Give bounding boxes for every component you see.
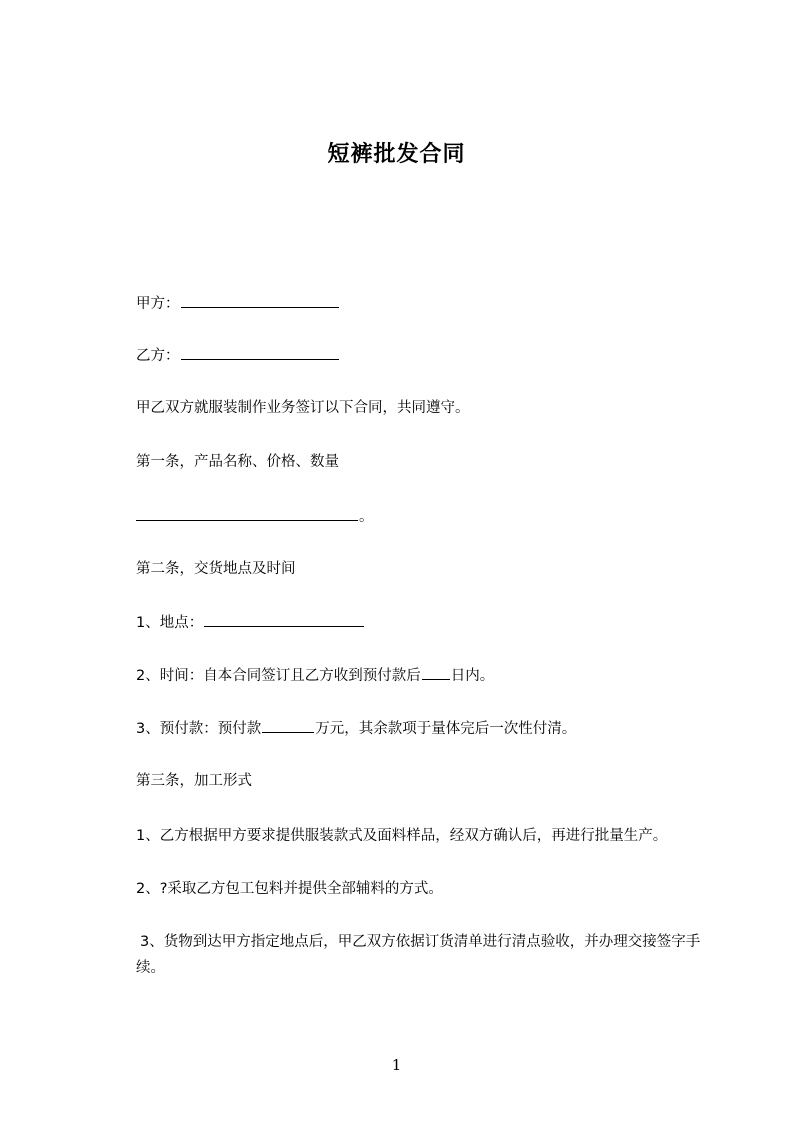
article2-item1 [136,612,365,633]
page-number: 1 [391,1056,402,1074]
prepayment-blank [262,718,314,733]
article3-item3: 3、货物到达甲方指定地点后，甲乙双方依据订货清单进行清点验收，并办理交接签字手续。 [136,934,701,976]
prepayment-prefix: 3、预付款：预付款 [136,721,262,737]
party-a-blank [181,293,339,308]
article3-item2: 2、?采取乙方包工包料并提供全部辅料的方式。 [136,881,443,897]
party-a-line [136,293,340,314]
article1-blank-line [136,506,374,527]
article2-item3 [136,718,576,739]
article2-heading: 第二条，交货地点及时间 [136,561,296,577]
location-label: 1、地点： [136,615,204,631]
party-b-blank [181,345,339,360]
article1-end-mark: 。 [359,509,374,525]
location-blank [204,612,364,627]
article1-heading: 第一条，产品名称、价格、数量 [136,454,339,470]
party-b-label: 乙方： [136,348,180,364]
time-prefix: 2、时间：自本合同签订且乙方收到预付款后 [136,668,421,684]
prepayment-suffix: 万元，其余款项于量体完后一次性付清。 [315,721,577,737]
party-a-label: 甲方： [136,296,180,312]
party-b-line [136,345,340,366]
article3-item1: 1、乙方根据甲方要求提供服装款式及面料样品，经双方确认后，再进行批量生产。 [136,828,668,844]
intro-text: 甲乙双方就服装制作业务签订以下合同，共同遵守。 [136,400,470,416]
article3-heading: 第三条，加工形式 [136,773,252,789]
article2-item2 [136,665,494,686]
article1-blank [136,506,358,521]
days-blank [422,665,450,680]
document-title: 短裤批发合同 [327,142,466,167]
time-suffix: 日内。 [450,668,495,684]
